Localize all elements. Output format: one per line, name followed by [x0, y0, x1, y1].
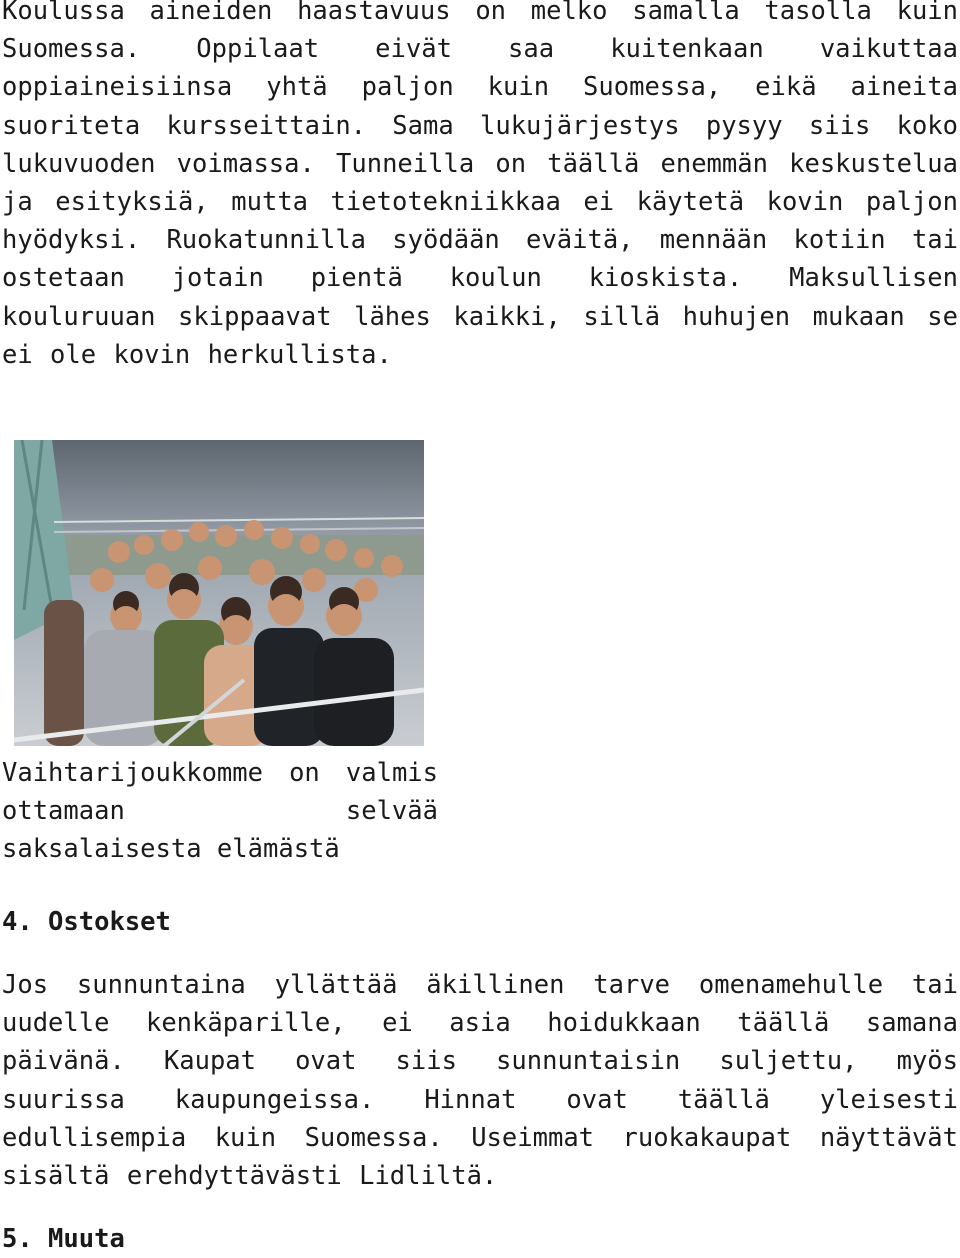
- paragraph-school: Koulussa aineiden haastavuus on melko samalla tasolla kuin Suomessa. Oppilaat eivät saa kuitenkaan vaikuttaa oppiaineisiinsa yhtä paljon kuin Suomessa, eikä aineita suoriteta kursseittain. Sama lukujärjestys pysyy siis koko lukuvuoden voimassa. Tunneilla on täällä enemmän keskustelua ja esityksiä, mutta tietotekniikkaa ei käytetä kovin paljon hyödyksi. Ruokatunnilla syödään eväitä, mennään kotiin tai ostetaan jotain pientä koulun kioskista. Maksullisen kouluruuan skippaavat lähes kaikki, sillä huhujen mukaan se ei ole kovin herkullista.: [2, 0, 958, 370]
- photo-caption: Vaihtarijoukkomme on valmis ottamaan selvää saksalaisesta elämästä: [2, 758, 438, 865]
- section-heading-shopping: 4. Ostokset: [2, 907, 171, 937]
- section-heading-other: 5. Muuta: [2, 1224, 125, 1254]
- paragraph-shopping: Jos sunnuntaina yllättää äkillinen tarve omenamehulle tai uudelle kenkäparille, ei asia hoidukkaan täällä samana päivänä. Kaupat ovat siis sunnuntaisin suljettu, myös suurissa kaupungeissa. Hinnat ovat täällä yleisesti edullisempia kuin Suomessa. Useimmat ruokakaupat näyttävät sisältä erehdyttävästi Lidliltä.: [2, 970, 958, 1192]
- group-photo: [14, 440, 424, 746]
